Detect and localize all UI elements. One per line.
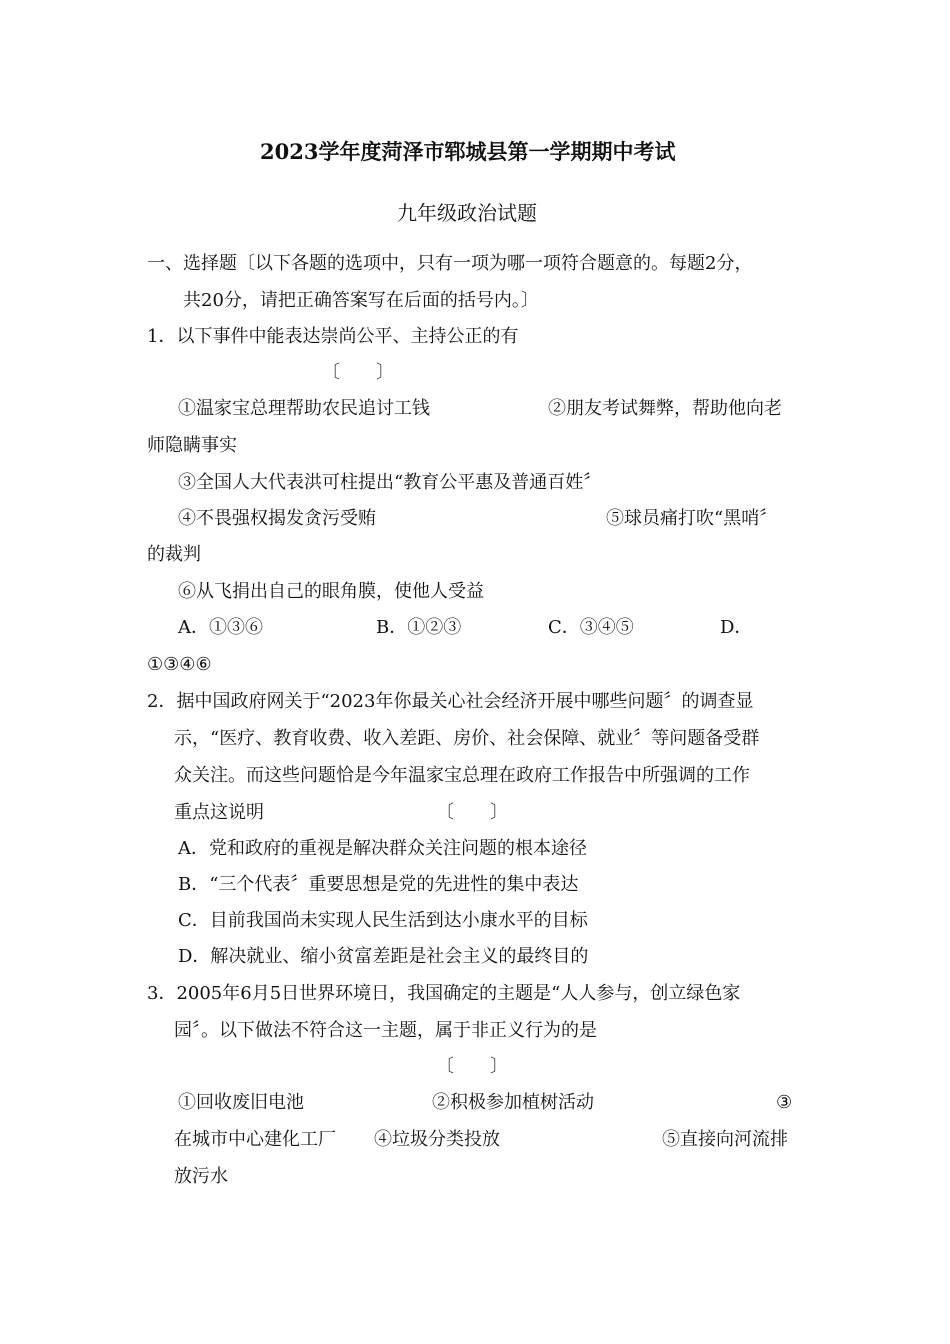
q1-choice-d-value: ①③④⑥ (147, 654, 212, 675)
q1-option-1: ①温家宝总理帮助农民追讨工钱 (178, 398, 430, 419)
q3-answer-bracket: 〔 〕 (436, 1056, 508, 1077)
q3-option-5: ⑤直接向河流排 (662, 1129, 788, 1150)
q2-answer-bracket: 〔 〕 (436, 802, 508, 823)
q3-option-2: ②积极参加植树活动 (432, 1092, 594, 1113)
q2-stem-line-3: 众关注。而这些问题恰是今年温家宝总理在政府工作报告中所强调的工作 (174, 765, 750, 786)
exam-title: 2023学年度菏泽市郓城县第一学期期中考试 (260, 139, 676, 164)
q3-stem-line-1: 3．2005年6月5日世界环境日，我国确定的主题是“人人参与，创立绿色家 (147, 983, 741, 1004)
q3-option-5-continued: 放污水 (174, 1166, 228, 1187)
q2-stem-line-1: 2．据中国政府网关于“2023年你最关心社会经济开展中哪些问题〞的调查显 (147, 691, 754, 712)
q1-option-5-continued: 的裁判 (147, 544, 201, 565)
q3-option-1: ①回收废旧电池 (178, 1092, 304, 1113)
section-heading-line-1: 一、选择题〔以下各题的选项中，只有一项为哪一项符合题意的。每题2分， (147, 253, 753, 274)
q2-stem-line-2: 示，“医疗、教育收费、收入差距、房价、社会保障、就业〞等问题备受群 (174, 728, 760, 749)
q2-choice-b: B．“三个代表〞重要思想是党的先进性的集中表达 (178, 874, 579, 895)
q3-option-3-continued: 在城市中心建化工厂 (174, 1129, 336, 1150)
q1-choice-d-label: D． (720, 617, 753, 638)
section-heading-line-2: 共20分，请把正确答案写在后面的括号内。〕 (183, 290, 539, 311)
q1-choice-c: C．③④⑤ (548, 617, 634, 638)
q1-option-2-continued: 师隐瞒事实 (147, 435, 237, 456)
q3-option-3: ③ (776, 1092, 793, 1113)
q1-option-6: ⑥从飞捐出自己的眼角膜，使他人受益 (178, 581, 484, 602)
q3-option-4: ④垃圾分类投放 (374, 1129, 500, 1150)
q2-choice-a: A．党和政府的重视是解决群众关注问题的根本途径 (178, 838, 587, 859)
q1-answer-bracket: 〔 〕 (322, 362, 394, 383)
q1-option-2: ②朋友考试舞弊，帮助他向老 (548, 398, 782, 419)
q3-stem-line-2: 园〞。以下做法不符合这一主题，属于非正义行为的是 (174, 1020, 597, 1041)
q2-stem-line-4: 重点这说明 (174, 802, 264, 823)
exam-subtitle: 九年级政治试题 (397, 201, 537, 225)
q2-choice-d: D．解决就业、缩小贫富差距是社会主义的最终目的 (178, 946, 589, 967)
q1-option-3: ③全国人大代表洪可柱提出“教育公平惠及普通百姓〞 (178, 472, 602, 493)
q1-stem: 1．以下事件中能表达崇尚公平、主持公正的有 (147, 326, 519, 347)
q1-option-4: ④不畏强权揭发贪污受贿 (178, 508, 376, 529)
q2-choice-c: C．目前我国尚未实现人民生活到达小康水平的目标 (178, 910, 588, 931)
q1-option-5: ⑤球员痛打吹“黑哨〞 (606, 508, 778, 529)
q1-choice-a: A．①③⑥ (178, 617, 263, 638)
q1-choice-b: B．①②③ (376, 617, 462, 638)
